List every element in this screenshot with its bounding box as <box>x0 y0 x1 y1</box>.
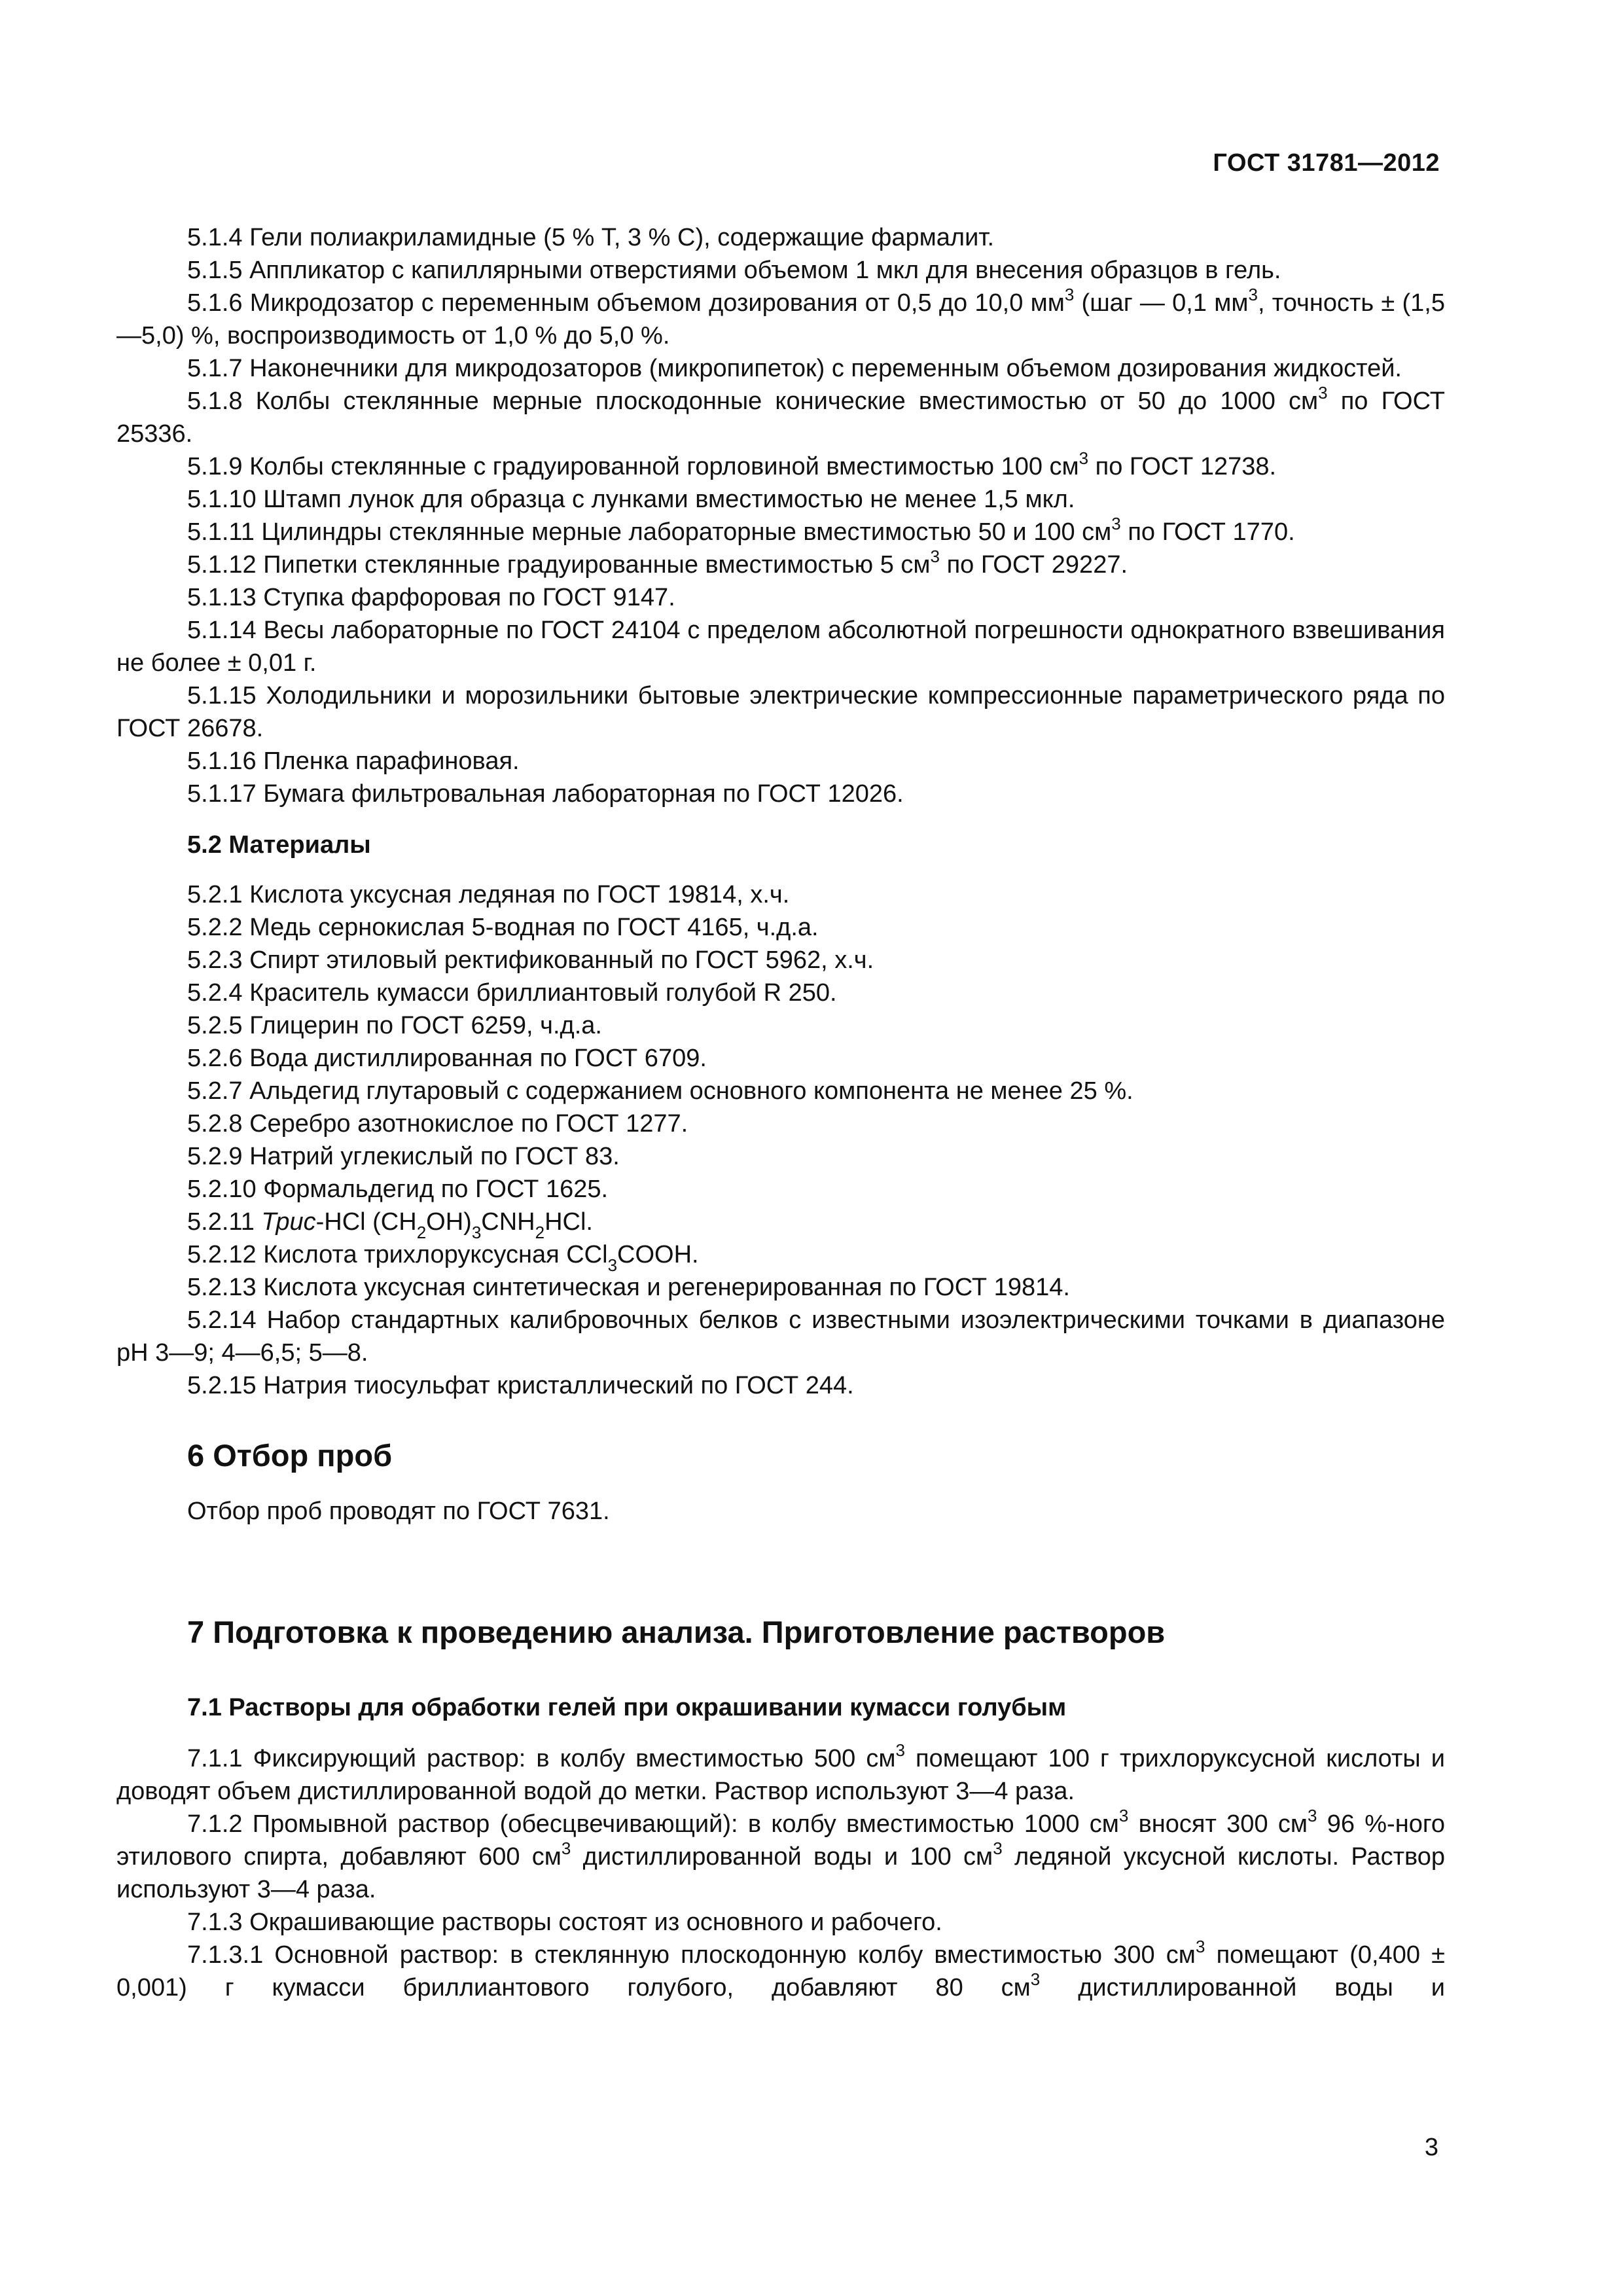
clause-5-1-16: 5.1.16 Пленка парафиновая. <box>187 747 520 775</box>
clause-5-2-2: 5.2.2 Медь сернокислая 5-водная по ГОСТ 4165, ч.д.а. <box>187 914 819 941</box>
clause-5-2-11: 5.2.11 Трис-HCl $(CH_2OH)_3CNH_2HCl$. <box>187 1208 593 1242</box>
clause-5-1-14: 5.1.14 Весы лабораторные по ГОСТ 24104 с пределом абсолютной погрешности однократного взвешивания не более ± 0,01 г. <box>116 617 1445 677</box>
clause-5-2-4: 5.2.4 Краситель кумасси бриллиантовый голубой R 250. <box>187 979 837 1007</box>
document-body <box>116 221 1445 2004</box>
clause-7-1-3: 7.1.3 Окрашивающие растворы состоят из основного и рабочего. <box>187 1909 942 1936</box>
clause-5-2-3: 5.2.3 Спирт этиловый ректификованный по ГОСТ 5962, х.ч. <box>187 946 874 974</box>
clause-5-2-6: 5.2.6 Вода дистиллированная по ГОСТ 6709. <box>187 1045 707 1072</box>
clause-5-1-12: 5.1.12 Пипетки стеклянные градуированные вместимостью 5 $см^3$ по ГОСТ 29227. <box>187 547 1128 579</box>
clause-7-1-2: 7.1.2 Промывной раствор (обесцвечивающий): в колбу вместимостью 1000 $см^3$ вносят 300 $см^3$ 96 %-ного этилового спирта, добавляют 600 $см^3$ дистиллированной воды и 100 $см^3$ ледяной уксусной кислоты. Раствор используют 3—4 раза. <box>116 1806 1446 1903</box>
clause-5-1-6: 5.1.6 Микродозатор с переменным объемом дозирования от 0,5 до 10,0 $мм^3$ (шаг — 0,1 $мм^3$, точность ± (1,5—5,0) %, воспроизводимость от 1,0 % до 5,0 %. <box>116 285 1445 350</box>
page-number: 3 <box>1424 2134 1438 2161</box>
clause-7-1-3-1: 7.1.3.1 Основной раствор: в стеклянную плоскодонную колбу вместимостью 300 $см^3$ помещают (0,400 ± 0,001) г кумасси бриллиантового голубого, добавляют 80 $см^3$ дистиллированной воды и <box>116 1937 1445 2001</box>
heading-section-6: 6 Отбор проб <box>187 1438 393 1473</box>
clause-5-1-9: 5.1.9 Колбы стеклянные с градуированной горловиной вместимостью 100 $см^3$ по ГОСТ 12738. <box>187 448 1277 480</box>
clause-5-2-8: 5.2.8 Серебро азотнокислое по ГОСТ 1277. <box>187 1110 688 1138</box>
clause-5-1-5: 5.1.5 Аппликатор с капиллярными отверстиями объемом 1 мкл для внесения образцов в гель. <box>187 257 1281 284</box>
clause-5-1-8: 5.1.8 Колбы стеклянные мерные плоскодонные конические вместимостью от 50 до 1000 $см^3$ по ГОСТ 25336. <box>116 383 1445 448</box>
document-code: ГОСТ 31781—2012 <box>1213 149 1440 177</box>
clause-5-2-10: 5.2.10 Формальдегид по ГОСТ 1625. <box>187 1175 609 1203</box>
section-6-text: Отбор проб проводят по ГОСТ 7631. <box>187 1498 610 1525</box>
clause-5-2-12: 5.2.12 Кислота трихлоруксусная CCl$_3$COOH. <box>187 1241 699 1275</box>
heading-7-1: 7.1 Растворы для обработки гелей при окрашивании кумасси голубым <box>187 1694 1067 1721</box>
heading-section-7: 7 Подготовка к проведению анализа. Приготовление растворов <box>187 1615 1166 1649</box>
clause-5-2-14: 5.2.14 Набор стандартных калибровочных белков с известными изоэлектрическими точками в диапазоне pH 3—9; 4—6,5; 5—8. <box>116 1306 1445 1367</box>
heading-5-2: 5.2 Материалы <box>187 831 371 859</box>
clause-5-2-1: 5.2.1 Кислота уксусная ледяная по ГОСТ 19814, х.ч. <box>187 881 790 908</box>
clause-5-1-10: 5.1.10 Штамп лунок для образца с лунками вместимостью не менее 1,5 мкл. <box>187 486 1075 513</box>
clause-5-1-11: 5.1.11 Цилиндры стеклянные мерные лабораторные вместимостью 50 и 100 $см^3$ по ГОСТ 1770. <box>187 514 1295 546</box>
clause-5-1-7: 5.1.7 Наконечники для микродозаторов (микропипеток) с переменным объемом дозирования жидкостей. <box>187 355 1402 382</box>
clause-5-1-15: 5.1.15 Холодильники и морозильники бытовые электрические компрессионные параметрического ряда по ГОСТ 26678. <box>116 682 1445 742</box>
clause-5-1-13: 5.1.13 Ступка фарфоровая по ГОСТ 9147. <box>187 584 675 611</box>
clause-5-2-15: 5.2.15 Натрия тиосульфат кристаллический по ГОСТ 244. <box>187 1372 854 1399</box>
clause-5-1-4: 5.1.4 Гели полиакриламидные (5 % T, 3 % С), содержащие фармалит. <box>187 224 995 251</box>
clause-7-1-1: 7.1.1 Фиксирующий раствор: в колбу вместимостью 500 $см^3$ помещают 100 г трихлоруксусной кислоты и доводят объем дистиллированной водой до метки. Раствор используют 3—4 раза. <box>116 1740 1445 1805</box>
clause-5-2-13: 5.2.13 Кислота уксусная синтетическая и регенерированная по ГОСТ 19814. <box>187 1274 1070 1301</box>
clause-5-2-7: 5.2.7 Альдегид глутаровый с содержанием основного компонента не менее 25 %. <box>187 1077 1133 1105</box>
clause-5-1-17: 5.1.17 Бумага фильтровальная лабораторная по ГОСТ 12026. <box>187 780 904 808</box>
clause-5-2-5: 5.2.5 Глицерин по ГОСТ 6259, ч.д.а. <box>187 1012 602 1039</box>
clause-5-2-9: 5.2.9 Натрий углекислый по ГОСТ 83. <box>187 1143 620 1170</box>
